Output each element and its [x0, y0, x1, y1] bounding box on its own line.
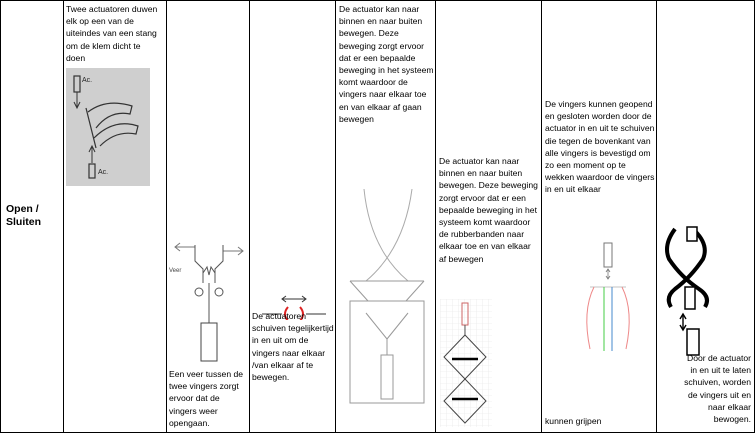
- concept-5-text: De actuator kan naar binnen en naar buiten bewegen. Deze beweging zorgt ervoor dat er een bepaalde beweging in het systeem komt waardoor de rubberbanden naar elkaar toe en van elkaar af bewegen: [439, 156, 538, 264]
- concept-1-text: Twee actuatoren duwen elk op een van de uiteindes van een stang om de klem dicht te doen: [66, 4, 158, 63]
- concept-3-text: De actuatoren schuiven tegelijkertijd in en uit om de vingers naar elkaar /van elkaar af te bewegen.: [252, 311, 334, 383]
- concept-cell-4: [335, 1, 435, 432]
- concept-4-text: De actuator kan naar binnen en naar buiten bewegen. Deze beweging zorgt ervoor dat er een bepaalde beweging in het systeem komt waardoor de vingers naar elkaar toe en van elkaar af gaan bewegen: [339, 4, 434, 124]
- concept-6-text-top: De vingers kunnen geopend en gesloten worden door de actuator in en uit te schuiven die tegen de bovenkant van alle vingers is bevestigd om zo een moment op te wekken waardoor de vingers in en uit elkaar: [545, 99, 655, 195]
- concept-7-sketch: [661, 225, 717, 357]
- concept-cell-2: [166, 1, 249, 432]
- concept-2-sketch: [169, 239, 247, 365]
- concept-5-sketch: [440, 299, 492, 427]
- concept-4-sketch: [342, 189, 432, 407]
- concept-cell-6: [541, 1, 656, 432]
- concept-2-text: Een veer tussen de twee vingers zorgt ervoor dat de vingers weer opengaan.: [169, 369, 244, 428]
- concept-6-text-bottom: kunnen grijpen: [545, 416, 602, 426]
- spring-label: Veer: [169, 268, 182, 274]
- concept-cell-1: [63, 1, 166, 432]
- concept-6-sketch: [580, 241, 636, 353]
- concept-cell-7: [656, 1, 754, 432]
- concept-cell-5: [435, 1, 541, 432]
- actuator-label-top: Ac.: [82, 77, 93, 84]
- concept-7-text: Door de actuator in en uit te laten schuiven, worden de vingers uit en naar elkaar bewogen.: [684, 353, 751, 425]
- concept-cell-3: [249, 1, 335, 432]
- row-label-cell: [1, 1, 63, 432]
- actuator-label-bottom: Ac.: [98, 169, 109, 176]
- concept-1-sketch: [66, 68, 150, 186]
- row-label: Open / Sluiten: [6, 203, 42, 228]
